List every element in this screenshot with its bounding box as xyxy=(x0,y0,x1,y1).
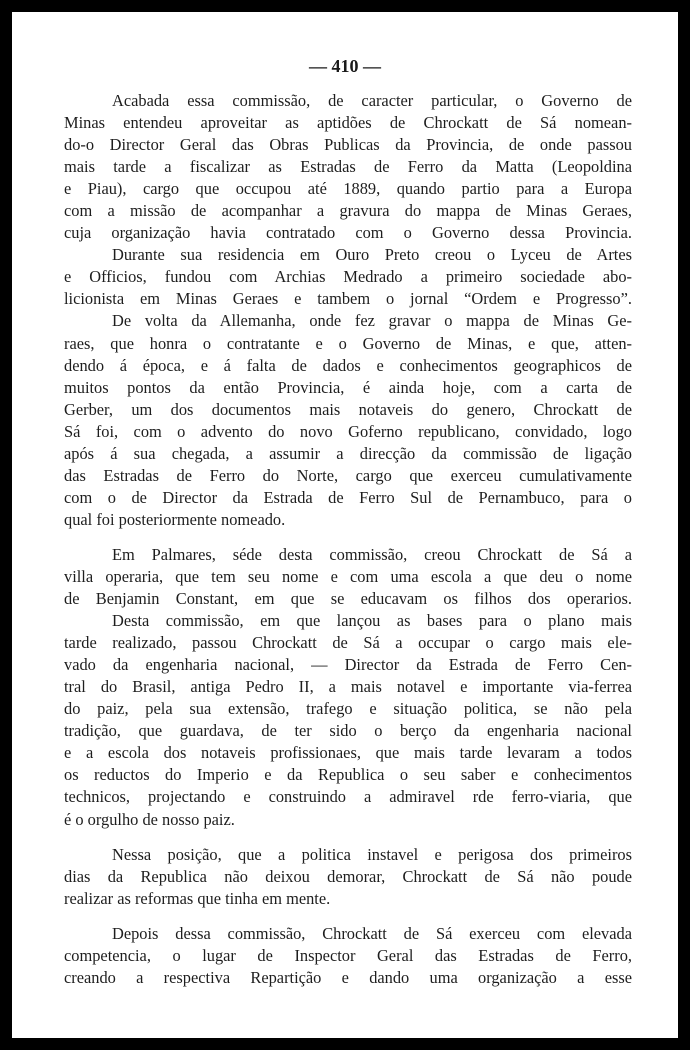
text-line: Sá foi, com o advento do novo Goferno republicano, convidado, logo xyxy=(64,421,632,441)
text-line: creando a respectiva Repartição e dando uma organização a esse xyxy=(64,967,632,987)
body-text xyxy=(64,90,632,989)
text-line: Depois dessa commissão, Chrockatt de Sá exerceu com elevada xyxy=(112,923,632,943)
text-line: dendo á época, e á falta de dados e conhecimentos geographicos de xyxy=(64,355,632,375)
book-page xyxy=(12,12,678,1038)
text-line: Em Palmares, séde desta commissão, creou Chrockatt de Sá a xyxy=(112,544,632,564)
text-line: Minas entendeu aproveitar as aptidões de Chrockatt de Sá nomean- xyxy=(64,113,632,133)
text-line: licionista em Minas Geraes e tambem o jornal “Ordem e Progresso”. xyxy=(64,289,632,309)
text-line: com o de Director da Estrada de Ferro Sul de Pernambuco, para o xyxy=(64,487,632,507)
text-line: os reductos do Imperio e da Republica o seu saber e conhecimentos xyxy=(64,765,632,785)
paragraph-gap xyxy=(64,831,632,844)
text-line: das Estradas de Ferro do Norte, cargo que exerceu cumulativamente xyxy=(64,465,632,485)
text-line: de Benjamin Constant, em que se educavam os filhos dos operarios. xyxy=(64,589,632,609)
text-line: technicos, projectando e construindo a admiravel rde ferro-viaria, que xyxy=(64,787,632,807)
page-number: — 410 — xyxy=(309,56,381,76)
text-line: tradição, que guardava, de ter sido o berço da engenharia nacional xyxy=(64,721,632,741)
text-line: realizar as reformas que tinha em mente. xyxy=(64,888,331,908)
text-line: é o orgulho de nosso paiz. xyxy=(64,809,235,829)
text-line: De volta da Allemanha, onde fez gravar o mappa de Minas Ge- xyxy=(112,311,632,331)
paragraph-gap xyxy=(64,910,632,923)
text-line: vado da engenharia nacional, — Director da Estrada de Ferro Cen- xyxy=(64,655,632,675)
text-line: raes, que honra o contratante e o Governo de Minas, e que, atten- xyxy=(64,333,632,353)
text-line: tarde realizado, passou Chrockatt de Sá a occupar o cargo mais ele- xyxy=(64,633,632,653)
text-line: e a escola dos notaveis profissionaes, que mais tarde levaram a todos xyxy=(64,743,632,763)
text-line: após á sua chegada, a assumir a direcção da commissão de ligação xyxy=(64,443,632,463)
text-line: mais tarde a fiscalizar as Estradas de Ferro da Matta (Leopoldina xyxy=(64,157,632,177)
text-line: competencia, o lugar de Inspector Geral das Estradas de Ferro, xyxy=(64,945,632,965)
text-line: do-o Director Geral das Obras Publicas da Provincia, de onde passou xyxy=(64,135,632,155)
text-line: dias da Republica não deixou demorar, Chrockatt de Sá não poude xyxy=(64,866,632,886)
text-line: Nessa posição, que a politica instavel e perigosa dos primeiros xyxy=(112,844,632,864)
text-line: e Piau), cargo que occupou até 1889, quando partio para a Europa xyxy=(64,179,632,199)
text-line: villa operaria, que tem seu nome e com uma escola a que deu o nome xyxy=(64,566,632,586)
text-line: Gerber, um dos documentos mais notaveis do genero, Chrockatt de xyxy=(64,399,632,419)
paragraph-gap xyxy=(64,531,632,544)
text-line: muitos pontos da então Provincia, é ainda hoje, com a carta de xyxy=(64,377,632,397)
text-line: Desta commissão, em que lançou as bases para o plano mais xyxy=(112,611,632,631)
text-line: tral do Brasil, antiga Pedro II, a mais notavel e importante via-ferrea xyxy=(64,677,632,697)
text-line: do paiz, pela sua extensão, trafego e situação politica, se não pela xyxy=(64,699,632,719)
text-line: Acabada essa commissão, de caracter particular, o Governo de xyxy=(112,91,632,110)
text-line: qual foi posteriormente nomeado. xyxy=(64,509,286,529)
text-line: Durante sua residencia em Ouro Preto creou o Lyceu de Artes xyxy=(112,245,632,265)
text-line: com a missão de acompanhar a gravura do mappa de Minas Geraes, xyxy=(64,201,632,221)
text-line: e Officios, fundou com Archias Medrado a primeiro sociedade abo- xyxy=(64,267,632,287)
text-line: cuja organização havia contratado com o Governo dessa Provincia. xyxy=(64,223,632,243)
